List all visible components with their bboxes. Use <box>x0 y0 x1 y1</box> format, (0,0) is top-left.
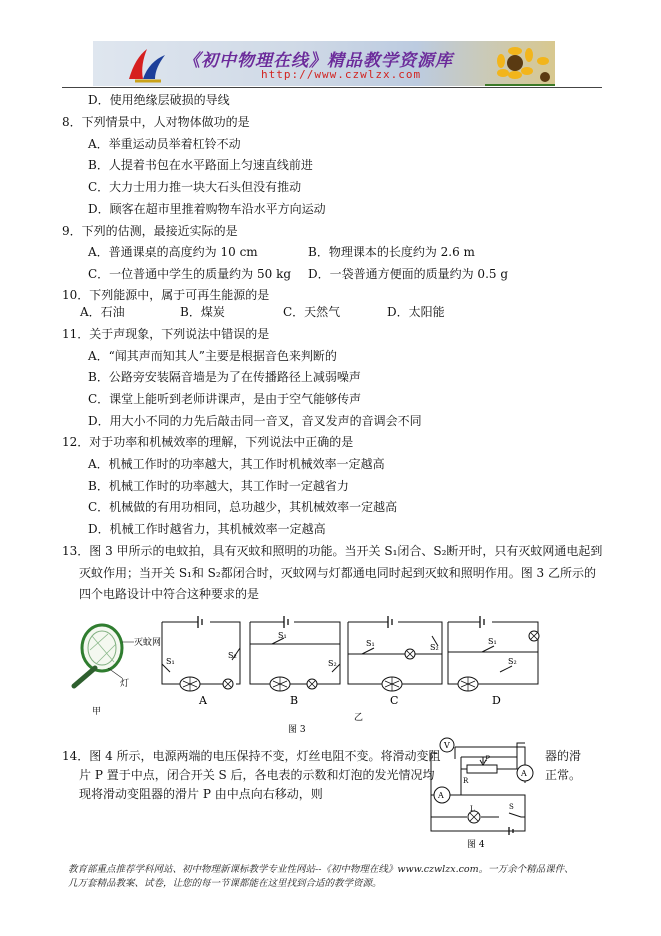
question-8-option-d[interactable]: D．顾客在超市里推着购物车沿水平方向运动 <box>88 202 326 216</box>
question-14-stem-line3: 现将滑动变阻器的滑片 P 由中点向右移动，则 <box>79 787 323 801</box>
question-9-option-c[interactable]: C．一位普通中学生的质量约为 50 kg <box>88 267 292 281</box>
question-12-option-c[interactable]: C．机械做的有用功相同，总功越少，其机械效率一定越高 <box>88 500 398 514</box>
circuit-c-s1: S₁ <box>366 639 375 648</box>
figure-3 <box>62 606 562 746</box>
circuit-b-s1: S₁ <box>278 631 287 640</box>
question-11-option-d[interactable]: D．用大小不同的力先后敲击同一音叉，音叉发声的音调会不同 <box>88 414 422 428</box>
question-10-option-b[interactable]: B．煤炭 <box>180 305 225 319</box>
circuit-b-s2: S₂ <box>328 659 337 668</box>
fig4-v: V <box>444 741 450 750</box>
fig4-s: S <box>509 803 514 811</box>
question-14-stem-line1: 14．图 4 所示，电源两端的电压保持不变，灯丝电阻不变。将滑动变阻 <box>62 749 441 763</box>
question-12-option-b[interactable]: B．机械工作时的功率越大，其工作时一定越省力 <box>88 479 349 493</box>
mosquito-swatter-illustration <box>74 625 161 717</box>
circuit-a-s1: S₁ <box>166 657 175 666</box>
question-14-stem-right1: 器的滑 <box>545 749 582 763</box>
question-10-option-d[interactable]: D．太阳能 <box>387 305 445 319</box>
prev-option-d: D．使用绝缘层破损的导线 <box>88 93 230 107</box>
fig4-rheostat-icon <box>467 765 497 773</box>
question-10-option-c[interactable]: C．天然气 <box>283 305 341 319</box>
question-10-stem: 10．下列能源中，属于可再生能源的是 <box>62 288 270 302</box>
question-12-option-a[interactable]: A．机械工作时的功率越大，其工作时机械效率一定越高 <box>88 457 385 471</box>
circuit-c-s2: S₂ <box>430 643 439 652</box>
sunflower-icon <box>485 41 555 86</box>
fig3-caption: 图 3 <box>288 725 306 735</box>
fig4-a2: A <box>438 791 444 800</box>
question-8-stem: 8．下列情景中，人对物体做功的是 <box>62 115 250 129</box>
fig3-label-jia: 甲 <box>92 707 102 717</box>
footer-line2: 几万套精品教案、试卷，让您的每一节课都能在这里找到合适的教学资源。 <box>68 878 382 889</box>
circuit-a-label: A <box>199 694 207 707</box>
circuit-b <box>250 616 340 691</box>
question-8-option-a[interactable]: A．举重运动员举着杠铃不动 <box>88 137 241 151</box>
question-13-stem-line2: 灭蚊作用；当开关 S₁和 S₂都闭合时，灭蚊网与灯都通电同时起到灭蚊和照明作用。图 3 乙所示的 <box>79 566 596 580</box>
figure-4 <box>425 733 543 851</box>
fig4-caption: 图 4 <box>467 840 485 850</box>
question-11-option-b[interactable]: B．公路旁安装隔音墙是为了在传播路径上减弱噪声 <box>88 370 361 384</box>
circuit-a-s2: S₂ <box>228 651 237 660</box>
question-14-stem-right2: 正常。 <box>545 768 582 782</box>
question-9-option-d[interactable]: D．一袋普通方便面的质量约为 0.5 g <box>308 267 509 281</box>
question-10-option-a[interactable]: A．石油 <box>80 305 125 319</box>
question-9-stem: 9．下列的估测，最接近实际的是 <box>62 224 238 238</box>
circuit-b-label: B <box>290 694 299 707</box>
fig4-r: R <box>463 777 469 785</box>
question-13-stem-line3: 四个电路设计中符合这种要求的是 <box>79 587 260 601</box>
question-11-stem: 11．关于声现象，下列说法中错误的是 <box>62 327 270 341</box>
circuit-d-label: D <box>492 694 501 707</box>
question-11-option-c[interactable]: C．课堂上能听到老师讲课声，是由于空气能够传声 <box>88 392 362 406</box>
question-8-option-b[interactable]: B．人提着书包在水平路面上匀速直线前进 <box>88 158 313 172</box>
page-footer <box>68 863 574 891</box>
fig3-label-yi: 乙 <box>354 713 364 723</box>
question-12-stem: 12．对于功率和机械效率的理解，下列说法中正确的是 <box>62 435 354 449</box>
question-9-option-b[interactable]: B．物理课本的长度约为 2.6 m <box>308 245 475 259</box>
site-logo-icon <box>125 45 169 83</box>
footer-line1: 教育部重点推荐学科网站、初中物理新课标教学专业性网站--《初中物理在线》www.czwlzx.com。一万余个精品课件、 <box>68 864 574 875</box>
question-12-option-d[interactable]: D．机械工作时越省力，其机械效率一定越高 <box>88 522 326 536</box>
question-9-option-a[interactable]: A．普通课桌的高度约为 10 cm <box>88 245 258 259</box>
question-13-stem-line1: 13．图 3 甲所示的电蚊拍，具有灭蚊和照明的功能。当开关 S₁闭合、S₂断开时，只有灭蚊网通电起到 <box>62 544 603 558</box>
header-rule <box>62 87 602 88</box>
header-banner <box>93 41 555 86</box>
fig3-lamp-label: 灯 <box>120 679 130 689</box>
circuit-d-s2: S₂ <box>508 657 517 666</box>
fig4-l: L <box>470 805 475 813</box>
question-11-option-a[interactable]: A．“闻其声而知其人”主要是根据音色来判断的 <box>88 349 337 363</box>
circuit-d <box>448 616 539 691</box>
circuit-c-label: C <box>390 694 399 707</box>
fig4-p: P <box>485 755 490 763</box>
fig3-net-label: 灭蚊网 <box>134 638 162 648</box>
fig4-a1: A <box>521 769 527 778</box>
question-14-stem-line2: 片 P 置于中点，闭合开关 S 后，各电表的示数和灯泡的发光情况均 <box>79 768 435 782</box>
circuit-c <box>348 616 442 691</box>
banner-url[interactable]: http://www.czwlzx.com <box>261 68 422 81</box>
banner-title: 《初中物理在线》精品教学资源库 <box>183 51 453 71</box>
question-8-option-c[interactable]: C．大力士用力推一块大石头但没有推动 <box>88 180 302 194</box>
circuit-d-s1: S₁ <box>488 637 497 646</box>
